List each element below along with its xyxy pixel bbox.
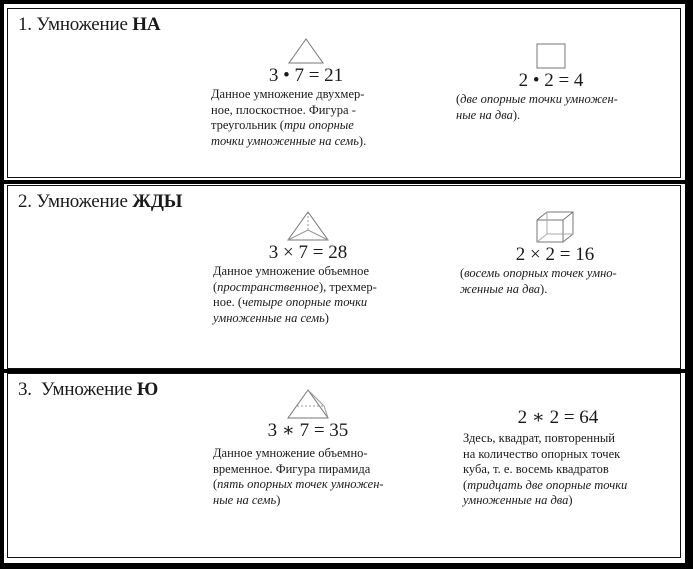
section-3-panel — [7, 373, 681, 558]
description: Данное умножение объемное (пространственное), трехмер- ное. (четыре опорные точки умноженные на семь) — [213, 264, 377, 325]
right-column — [456, 42, 646, 123]
section-1-panel — [7, 8, 681, 178]
description: (две опорные точки умножен- ные на два). — [456, 92, 618, 122]
section-title-prefix: Умножение — [40, 379, 133, 400]
tetrahedron-icon — [286, 210, 330, 242]
section-number: 2. — [18, 191, 32, 212]
equation: 3 ∗ 7 = 35 — [267, 420, 349, 441]
pyramid-icon — [286, 388, 330, 420]
section-title-prefix: Умножение — [36, 14, 128, 35]
triangle-icon — [286, 37, 326, 65]
left-column — [213, 388, 403, 508]
section-number: 3. — [18, 379, 32, 400]
section-title-prefix: Умножение — [36, 191, 128, 212]
equation: 3 • 7 = 21 — [268, 65, 344, 86]
right-column — [463, 407, 653, 509]
section-title — [18, 191, 182, 213]
section-title — [18, 379, 158, 401]
section-number: 1. — [18, 14, 32, 35]
section-title-bold: Ю — [136, 379, 159, 400]
cube-icon — [535, 210, 575, 244]
panel-divider — [4, 369, 685, 373]
section-title-bold: НА — [132, 14, 161, 35]
section-2-panel — [7, 185, 681, 369]
square-icon — [535, 42, 567, 70]
section-title — [18, 14, 160, 36]
right-column — [460, 210, 650, 297]
equation: 2 × 2 = 16 — [515, 244, 595, 265]
equation: 2 • 2 = 4 — [518, 70, 584, 91]
description: Данное умножение двухмер- ное, плоскостное. Фигура - треугольник (три опорные точки умноженные на семь). — [211, 87, 367, 148]
document-page — [4, 4, 685, 563]
left-column — [211, 37, 401, 149]
description: (восемь опорных точек умно- женные на два). — [460, 266, 617, 296]
panel-divider — [4, 180, 685, 184]
description: Данное умножение объемно- временное. Фигура пирамида (пять опорных точек умножен- ные на семь) — [213, 446, 384, 507]
left-column — [213, 210, 403, 326]
equation: 2 ∗ 2 = 64 — [517, 407, 599, 428]
description: Здесь, квадрат, повторенный на количество опорных точек куба, т. е. восемь квадратов (тридцать две опорные точки умноженные на два) — [463, 431, 628, 507]
section-title-bold: ЖДЫ — [132, 191, 183, 212]
equation: 3 × 7 = 28 — [268, 242, 348, 263]
